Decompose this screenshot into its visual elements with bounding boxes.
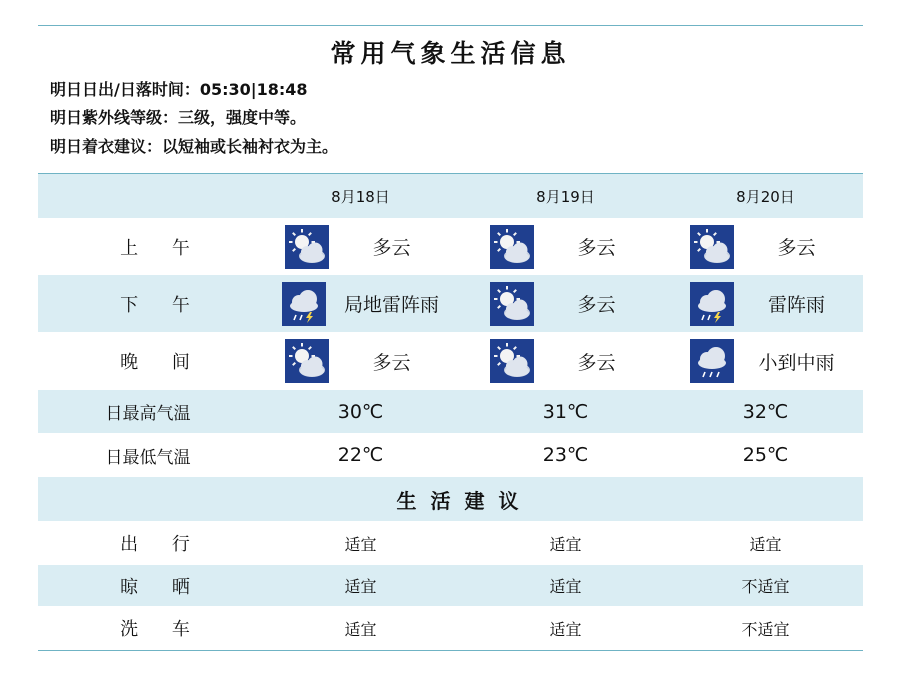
life-advice-header: 生活建议	[396, 488, 533, 513]
partly-cloudy-icon	[690, 225, 734, 269]
partly-cloudy-icon	[285, 225, 329, 269]
partly-cloudy-icon	[285, 339, 329, 383]
low-temp-value: 25℃	[742, 444, 789, 466]
weather-text: 多云	[577, 294, 616, 316]
period-label: 晚 间	[120, 352, 204, 373]
advice-value: 不适宜	[741, 577, 790, 596]
low-temp-value: 23℃	[542, 444, 589, 466]
page-title: 常用气象生活信息	[330, 39, 571, 68]
top-divider	[38, 25, 863, 26]
partly-cloudy-icon	[490, 225, 534, 269]
advice-value: 适宜	[749, 534, 782, 554]
thunderstorm-icon	[282, 282, 326, 326]
forecast-table	[38, 173, 863, 651]
period-row-afternoon	[38, 275, 863, 332]
period-label: 下 午	[120, 294, 204, 316]
weather-text: 雷阵雨	[767, 294, 825, 316]
period-label: 上 午	[120, 237, 204, 259]
advice-value: 适宜	[549, 619, 582, 639]
advice-value: 适宜	[549, 534, 582, 554]
weather-text: 多云	[372, 237, 411, 259]
partly-cloudy-icon	[490, 282, 534, 326]
date-cell: 8月19日	[536, 187, 595, 206]
table-bottom-line	[38, 650, 863, 651]
date-cell: 8月20日	[736, 187, 795, 206]
advice-value: 适宜	[344, 619, 377, 639]
advice-row-travel	[38, 521, 863, 565]
advice-value: 适宜	[344, 534, 377, 554]
clothing-info: 明日着衣建议：以短袖或长袖衬衣为主。	[50, 137, 339, 156]
high-temp-row	[38, 390, 863, 433]
advice-row-carwash	[38, 606, 863, 650]
advice-label: 洗 车	[120, 619, 204, 640]
advice-label: 晾 晒	[120, 576, 204, 598]
weather-text: 多云	[577, 351, 616, 374]
high-temp-value: 31℃	[542, 400, 589, 423]
date-header-row	[38, 174, 863, 218]
low-temp-row	[38, 433, 863, 477]
life-advice-header-row	[38, 477, 863, 521]
weather-text: 多云	[577, 237, 616, 259]
sunrise-sunset-info: 明日日出/日落时间：05:30|18:48	[50, 80, 308, 99]
rain-icon	[690, 339, 734, 383]
weather-text: 多云	[372, 351, 411, 374]
low-temp-label: 日最低气温	[105, 447, 191, 468]
advice-value: 不适宜	[741, 619, 790, 639]
weather-text: 局地雷阵雨	[343, 294, 439, 316]
uv-info: 明日紫外线等级：三级，强度中等。	[50, 108, 307, 127]
period-row-evening	[38, 332, 863, 390]
date-cell: 8月18日	[331, 187, 390, 206]
high-temp-value: 30℃	[337, 400, 384, 423]
high-temp-value: 32℃	[742, 400, 789, 423]
advice-label: 出 行	[120, 534, 204, 555]
partly-cloudy-icon	[490, 339, 534, 383]
weather-text: 小到中雨	[758, 351, 835, 374]
period-row-morning	[38, 218, 863, 275]
thunderstorm-icon	[690, 282, 734, 326]
advice-value: 适宜	[549, 577, 582, 596]
advice-value: 适宜	[344, 577, 377, 596]
weather-text: 多云	[777, 237, 816, 259]
low-temp-value: 22℃	[337, 444, 384, 466]
advice-row-drying	[38, 565, 863, 606]
high-temp-label: 日最高气温	[105, 404, 191, 424]
